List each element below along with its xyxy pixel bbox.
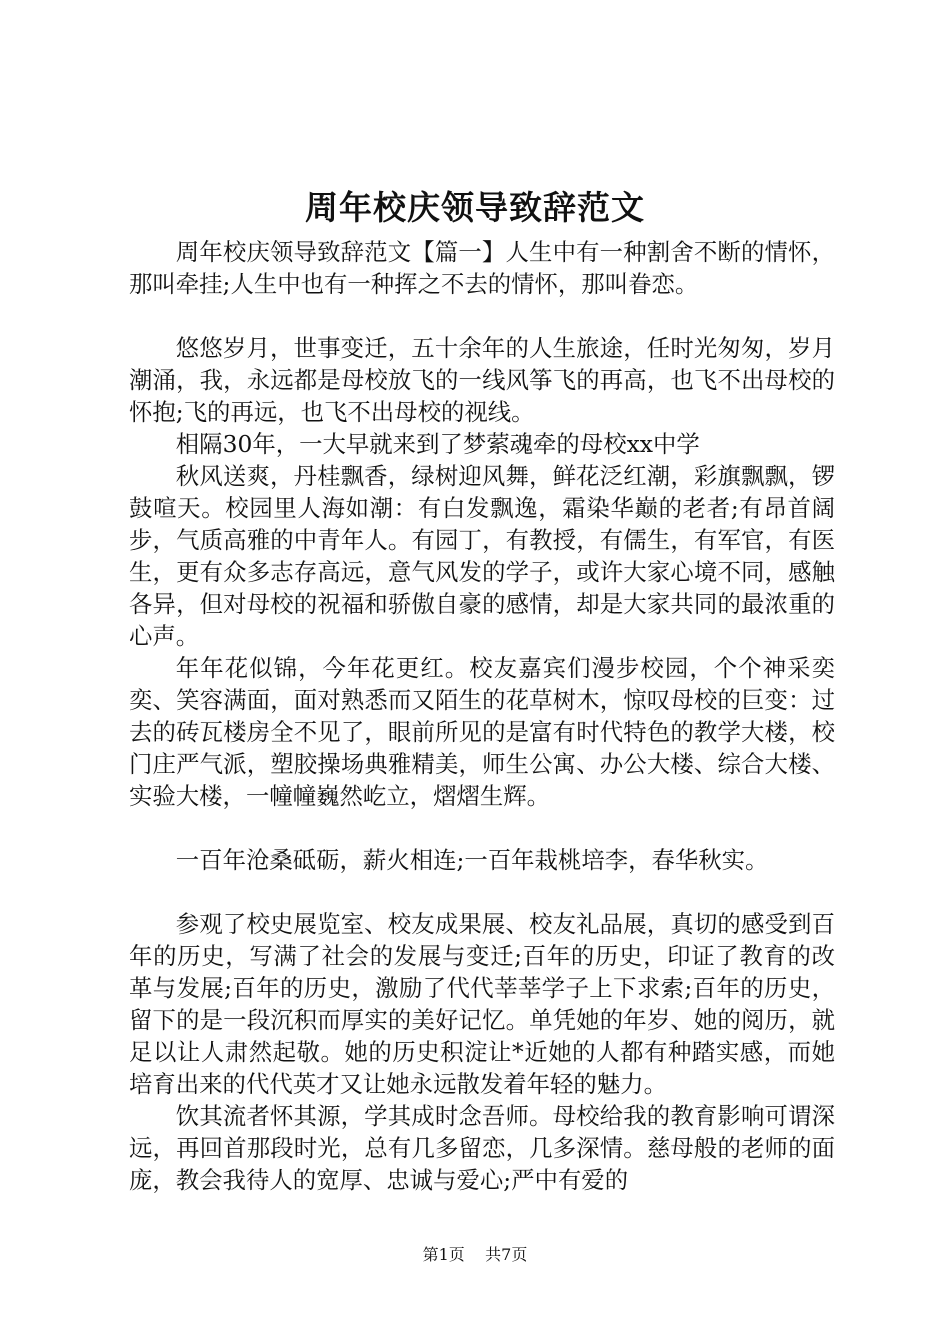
document-title: 周年校庆领导致辞范文	[305, 188, 645, 227]
paragraph-1: 周年校庆领导致辞范文【篇一】人生中有一种割舍不断的情怀，那叫牵挂;人生中也有一种挥之不去的情怀，那叫眷恋。	[129, 238, 835, 298]
document-body	[129, 236, 835, 1196]
paragraph-spacer	[129, 300, 835, 332]
paragraph-7: 参观了校史展览室、校友成果展、校友礼品展，真切的感受到百年的历史，写满了社会的发展与变迁;百年的历史，印证了教育的改革与发展;百年的历史，激励了代代莘莘学子上下求索;百年的历史，留下的是一段沉积而厚实的美好记忆。单凭她的年岁、她的阅历，就足以让人肃然起敬。她的历史积淀让*近她的人都有种踏实感，而她培育出来的代代英才又让她永远散发着年轻的魅力。	[129, 910, 835, 1098]
paragraph-4: 秋风送爽，丹桂飘香，绿树迎风舞，鲜花泛红潮，彩旗飘飘，锣鼓喧天。校园里人海如潮：有白发飘逸，霜染华巅的老者;有昂首阔步，气质高雅的中青年人。有园丁，有教授，有儒生，有军官，有医生，更有众多志存高远，意气风发的学子，或许大家心境不同，感触各异，但对母校的祝福和骄傲自豪的感情，却是大家共同的最浓重的心声。	[129, 462, 835, 650]
page-number: 第1页	[422, 1245, 465, 1264]
paragraph-spacer	[129, 812, 835, 844]
paragraph-8: 饮其流者怀其源，学其成时念吾师。母校给我的教育影响可谓深远，再回首那段时光，总有几多留恋，几多深情。慈母般的老师的面庞，教会我待人的宽厚、忠诚与爱心;严中有爱的	[129, 1102, 835, 1194]
page-total: 共7页	[485, 1245, 528, 1264]
paragraph-spacer	[129, 876, 835, 908]
footer-separator	[470, 1245, 480, 1264]
paragraph-5: 年年花似锦，今年花更红。校友嘉宾们漫步校园，个个神采奕奕、笑容满面，面对熟悉而又陌生的花草树木，惊叹母校的巨变：过去的砖瓦楼房全不见了，眼前所见的是富有时代特色的教学大楼，校门庄严气派，塑胶操场典雅精美，师生公寓、办公大楼、综合大楼、实验大楼，一幢幢巍然屹立，熠熠生辉。	[129, 654, 835, 810]
paragraph-3: 相隔30年，一大早就来到了梦萦魂牵的母校xx中学	[175, 430, 700, 458]
paragraph-2: 悠悠岁月，世事变迁，五十余年的人生旅途，任时光匆匆，岁月潮涌，我，永远都是母校放飞的一线风筝飞的再高，也飞不出母校的怀抱;飞的再远，也飞不出母校的视线。	[129, 334, 835, 426]
page-footer	[0, 1244, 950, 1266]
paragraph-6: 一百年沧桑砥砺，薪火相连;一百年栽桃培李，春华秋实。	[175, 846, 769, 874]
